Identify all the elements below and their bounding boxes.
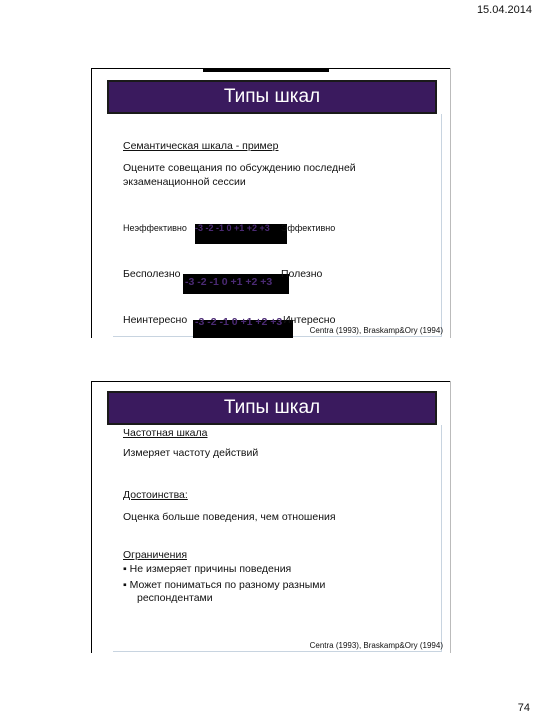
scale-left-label: Бесполезно — [123, 268, 181, 280]
scale-values: -3 -2 -1 0 +1 +2 +3 — [195, 316, 283, 328]
prompt-line-1: Оцените совещания по обсуждению последней — [123, 162, 356, 174]
advantages-text: Оценка больше поведения, чем отношения — [123, 511, 336, 523]
slide-1 — [91, 68, 451, 338]
limitation-item-1: ▪ Не измеряет причины поведения — [123, 563, 292, 575]
scale-right-label: Полезно — [281, 268, 323, 280]
slide-right-border — [450, 68, 451, 338]
section-heading: Семантическая шкала - пример — [123, 140, 279, 152]
slide-tab-marker — [203, 68, 329, 72]
description: Измеряет частоту действий — [123, 447, 259, 459]
section-heading: Частотная шкала — [123, 427, 208, 439]
slide-title: Типы шкал — [107, 391, 437, 425]
slide-left-border — [91, 68, 92, 338]
limitation-item-2-cont: респондентами — [137, 592, 213, 604]
scale-right-label: Эффективно — [281, 223, 336, 233]
limitation-item-1-text: Не измеряет причины поведения — [129, 563, 292, 575]
slide-title: Типы шкал — [107, 80, 437, 114]
page-number: 74 — [517, 702, 530, 714]
citation: Centra (1993), Braskamp&Ory (1994) — [309, 641, 443, 650]
print-date: 15.04.2014 — [476, 4, 532, 16]
advantages-heading: Достоинства: — [123, 489, 188, 501]
scale-left-label: Неинтересно — [123, 314, 188, 326]
slide-top-border — [91, 381, 451, 382]
limitation-item-2: ▪ Может пониматься по разному разными — [123, 579, 326, 591]
limitations-heading: Ограничения — [123, 549, 187, 561]
scale-left-label: Неэффективно — [123, 223, 187, 233]
limitation-item-2-text: Может пониматься по разному разными — [129, 579, 326, 591]
prompt-line-2: экзаменационной сессии — [123, 176, 246, 188]
slide-2 — [91, 381, 451, 653]
citation: Centra (1993), Braskamp&Ory (1994) — [309, 326, 443, 335]
slide-right-border — [450, 381, 451, 653]
slide-left-border — [91, 381, 92, 653]
scale-values: -3 -2 -1 0 +1 +2 +3 — [185, 276, 273, 288]
scale-right-label: Интересно — [283, 314, 336, 326]
scale-values: -3 -2 -1 0 +1 +2 +3 — [195, 223, 270, 233]
